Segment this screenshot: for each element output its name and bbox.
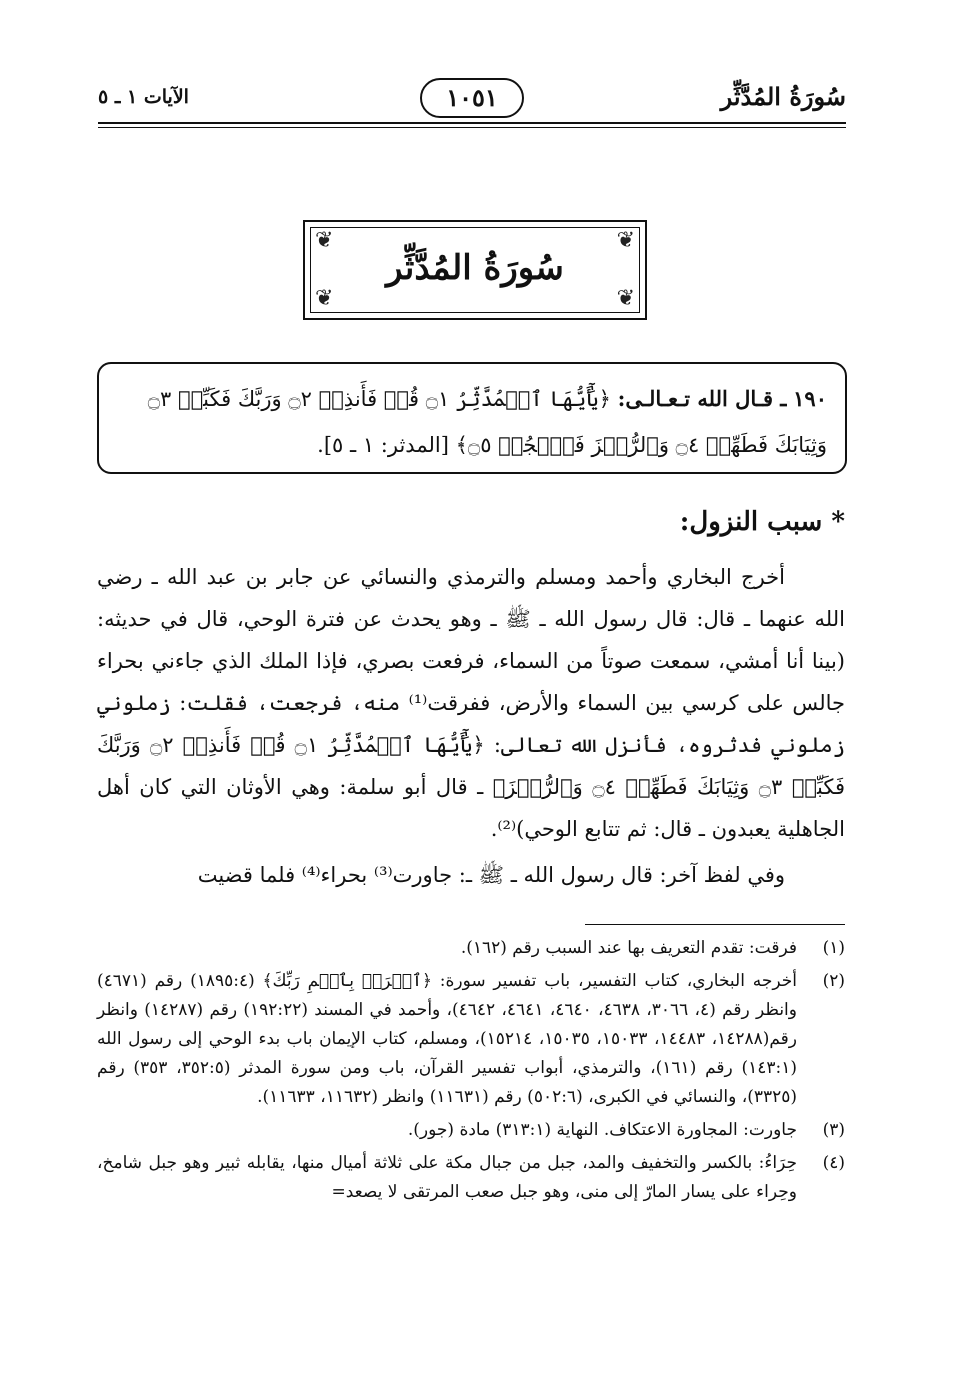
footnote-text: حِرَاءُ: بالكسر والتخفيف والمد، جبل من جبال مكة على ثلاثة أميال منها، يقابله ثبير وهو جبل شامخ، وحِراء على يسار المارّ إلى منى، وهو جبل صعب المرتقى لا يصعد= — [97, 1153, 797, 1202]
footnote-number: (٢) — [822, 971, 845, 991]
verse-line-1 — [117, 376, 827, 422]
verse-text-line1: ﴿يَٰٓأَيُّهَا ٱلۡمُدَّثِّرُ ۝١ قُمۡ فَأَنذِرۡ ۝٢ وَرَبَّكَ فَكَبِّرۡ ۝٣ — [147, 387, 611, 411]
footnote — [97, 934, 845, 963]
verse-intro: ـ قـال الله تـعـالـى: — [617, 386, 787, 411]
page-number: ١٠٥١ — [420, 78, 524, 118]
footnote-text: فرقت: تقدم التعريف بها عند السبب رقم (١٦٢). — [460, 938, 797, 958]
running-header — [98, 78, 846, 120]
footnote-text: جاورت: المجاورة الاعتكاف. النهاية (٣١٣:١) مادة (جور). — [407, 1120, 797, 1140]
corner-ornament-icon: ❦ — [616, 228, 635, 253]
footnote — [97, 1149, 845, 1207]
corner-ornament-icon: ❦ — [315, 286, 334, 311]
body-paragraph: أخرج البخاري وأحمد ومسلم والترمذي والنسائي عن جابر بن عبد الله ـ رضي الله عنهما ـ قال: قال رسول الله ـ ﷺ ـ وهو يحدث عن فترة الوحي، قال في حديثه: (بينا أنا أمشي، سمعت صوتاً من السماء، فرفعت بصري، فإذا الملك الذي جاءني بحراء جالس على كرسي بين السماء والأرض، ففرقت⁽¹⁾ منه، فرجعت، فقلت: زملوني زملوني فدثروه، فأنزل الله تعالى: ﴿يَٰٓأَيُّهَا ٱلۡمُدَّثِّرُ ۝١ قُمۡ فَأَنذِرۡ ۝٢ وَرَبَّكَ فَكَبِّرۡ ۝٣ وَثِيَابَكَ فَطَهِّرۡ ۝٤ وَٱلرُّجۡزَ﴾ ـ قال أبو سلمة: وهي الأوثان التي كان أهل الجاهلية يعبدون ـ قال: ثم تتابع الوحي)⁽²⁾. — [97, 565, 846, 841]
corner-ornament-icon: ❦ — [315, 228, 334, 253]
surah-title-frame — [303, 220, 647, 320]
footnote — [97, 1116, 845, 1145]
verse-box — [97, 362, 847, 474]
section-heading: * سبب النزول: — [679, 507, 845, 537]
body-paragraph: وفي لفظ آخر: قال رسول الله ـ ﷺ ـ: جاورت⁽³⁾ بحراء⁽⁴⁾ فلما قضيت — [197, 863, 785, 887]
corner-ornament-icon: ❦ — [616, 286, 635, 311]
footnote-number: (٣) — [822, 1120, 845, 1140]
footnote — [97, 967, 845, 1112]
header-rule-thin — [98, 127, 846, 128]
footnote-separator — [585, 924, 845, 925]
verse-number: ١٩٠ — [793, 386, 827, 411]
footnotes — [97, 934, 845, 1211]
verse-line-2: وَثِيَابَكَ فَطَهِّرۡ ۝٤ وَٱلرُّجۡزَ فَٱهۡجُرۡ ۝٥﴾ [المدثر: ١ ـ ٥]. — [317, 433, 827, 457]
header-surah-title: سُورَةُ المُدَّثِّر — [720, 82, 846, 111]
surah-heading: سُورَةُ المُدَّثِّر — [386, 248, 564, 288]
header-ayat-range: الآيات ١ ـ ٥ — [98, 86, 189, 108]
footnote-number: (٤) — [822, 1153, 845, 1173]
footnote-text: أخرجه البخاري، كتاب التفسير، باب تفسير سورة: ﴿ٱقۡرَأۡ بِٱسۡمِ رَبِّكَ﴾ (١٨٩٥:٤) رقم (٤٦٧١) وانظر رقم (٤، ٣٠٦٦، ٤٦٣٨، ٤٦٤٠، ٤٦٤١، ٤٦٤٢)، وأحمد في المسند (١٩٢:٢٢) رقم (١٤٢٨٧) وانظر رقم(١٤٢٨٨، ١٤٤٨٣، ١٥٠٣٣، ١٥٠٣٥، ١٥٢١٤)، ومسلم، كتاب الإيمان باب بدء الوحي إلى رسول الله (١٤٣:١) رقم (١٦١)، والترمذي، أبواب تفسير القرآن، باب ومن سورة المدثر (٣٥٢:٥، ٣٥٣) رقم (٣٣٢٥)، والنسائي في الكبرى، (٥٠٢:٦) رقم (١١٦٣١) وانظر (١١٦٣٢، ١١٦٣٣). — [97, 971, 798, 1107]
footnote-number: (١) — [822, 938, 845, 958]
header-rule — [98, 122, 846, 124]
body-text — [97, 556, 845, 896]
